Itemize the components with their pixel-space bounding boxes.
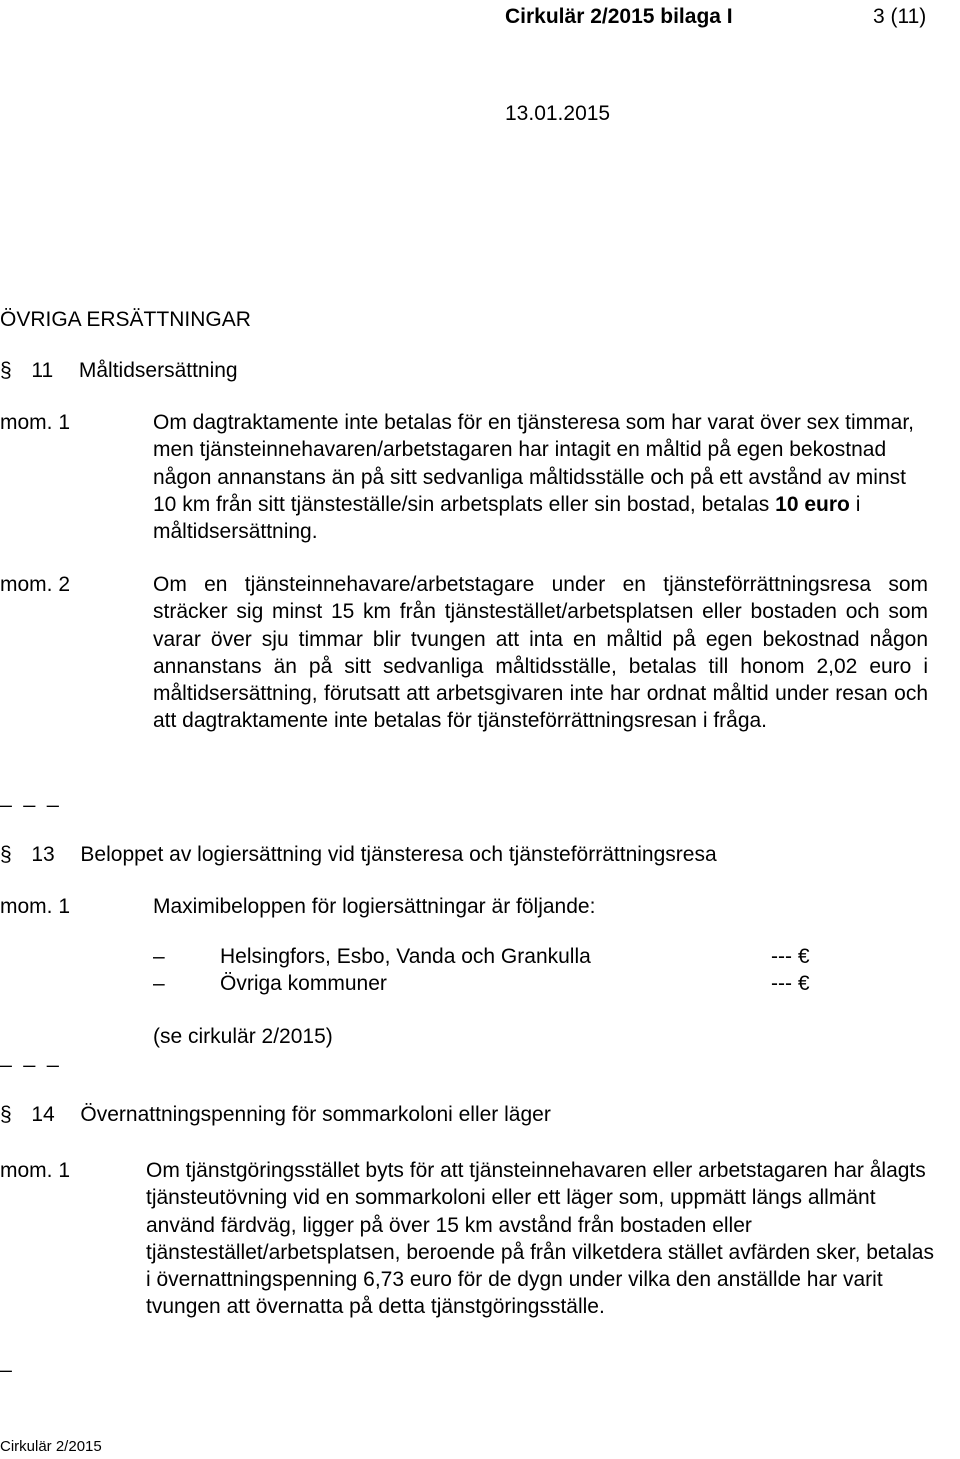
section-title: Måltidsersättning [78, 359, 238, 382]
section-number: 13 [31, 843, 55, 866]
list-item-amount: --- € [771, 945, 810, 968]
section-title: Övernattningspenning för sommarkoloni eller läger [80, 1103, 551, 1126]
section-number: 14 [31, 1103, 55, 1126]
main-heading: ÖVRIGA ERSÄTTNINGAR [0, 308, 251, 331]
document-date: 13.01.2015 [505, 102, 611, 125]
list-dash: – [153, 972, 165, 995]
omission-separator: _ [0, 1350, 12, 1373]
list-item-place: Övriga kommuner [220, 972, 387, 995]
reference-note: (se cirkulär 2/2015) [153, 1025, 333, 1048]
section-number: 11 [31, 359, 54, 382]
list-item-amount: --- € [771, 972, 810, 995]
list-item-place: Helsingfors, Esbo, Vanda och Grankulla [220, 945, 591, 968]
section-13-heading [0, 841, 717, 868]
footer-text: Cirkulär 2/2015 [0, 1438, 102, 1455]
section-11-heading [0, 357, 238, 384]
moment-text: Om tjänstgöringsstället byts för att tjänsteinnehavaren eller arbetstagaren har ålagts tjänsteutövning vid en sommarkoloni eller ett läger som, uppmätt längs allmänt använd färdväg, ligger på över 15 km avstånd från bostaden eller tjänstestället/arbetsplatsen, beroende på från vilketdera stället avfärden sker, betalas i övernattningspenning 6,73 euro för de dygn under vilka den anställde har varit tvungen att övernatta på detta tjänstgöringsställe. [146, 1159, 934, 1319]
omission-separator: _ _ _ [0, 785, 62, 808]
amount-bold: 10 euro [775, 492, 850, 516]
moment-text: Om en tjänsteinnehavare/arbetstagare under en tjänsteförrättningsresa som sträcker sig minst 15 km från tjänstestället/arbetsplatsen eller bostaden och som varar över sju timmar blir tvungen att inta en måltid på egen bekostnad någon annanstans än på sitt sedvanliga måltidsställe, betalas till honom 2,02 euro i måltidsersättning, förutsatt att arbetsgivaren inte har ordnat måltid under resan och att dagtraktamente inte betalas för tjänsteförrättningsresan i fråga. [153, 573, 928, 733]
section-14-heading [0, 1101, 551, 1128]
section-marker: § [0, 843, 12, 866]
moment-text-part: i måltidsersättning. [153, 492, 861, 544]
list-dash: – [153, 945, 165, 968]
omission-separator: _ _ _ [0, 1045, 62, 1068]
section-marker: § [0, 1103, 12, 1126]
moment-text: Maximibeloppen för logiersättningar är följande: [153, 895, 596, 918]
document-title: Cirkulär 2/2015 bilaga I [505, 5, 733, 28]
moment-label: mom. 1 [0, 1159, 71, 1182]
moment-label: mom. 1 [0, 411, 71, 434]
moment-text-part: Om dagtraktamente inte betalas för en tjänsteresa som har varat över sex timmar, men tjänsteinnehavaren/arbetstagaren har intagit en måltid på egen bekostnad någon annanstans än på sitt sedvanliga måltidsställe och på ett avstånd av minst 10 km från sitt tjänsteställe/sin arbetsplats eller sin bostad, betalas [153, 411, 915, 516]
page-number: 3 (11) [873, 5, 927, 28]
moment-label: mom. 2 [0, 573, 71, 596]
section-title: Beloppet av logiersättning vid tjänsteresa och tjänsteförrättningsresa [80, 843, 717, 866]
section-marker: § [0, 359, 12, 382]
moment-label: mom. 1 [0, 895, 71, 918]
moment-text [153, 409, 928, 545]
